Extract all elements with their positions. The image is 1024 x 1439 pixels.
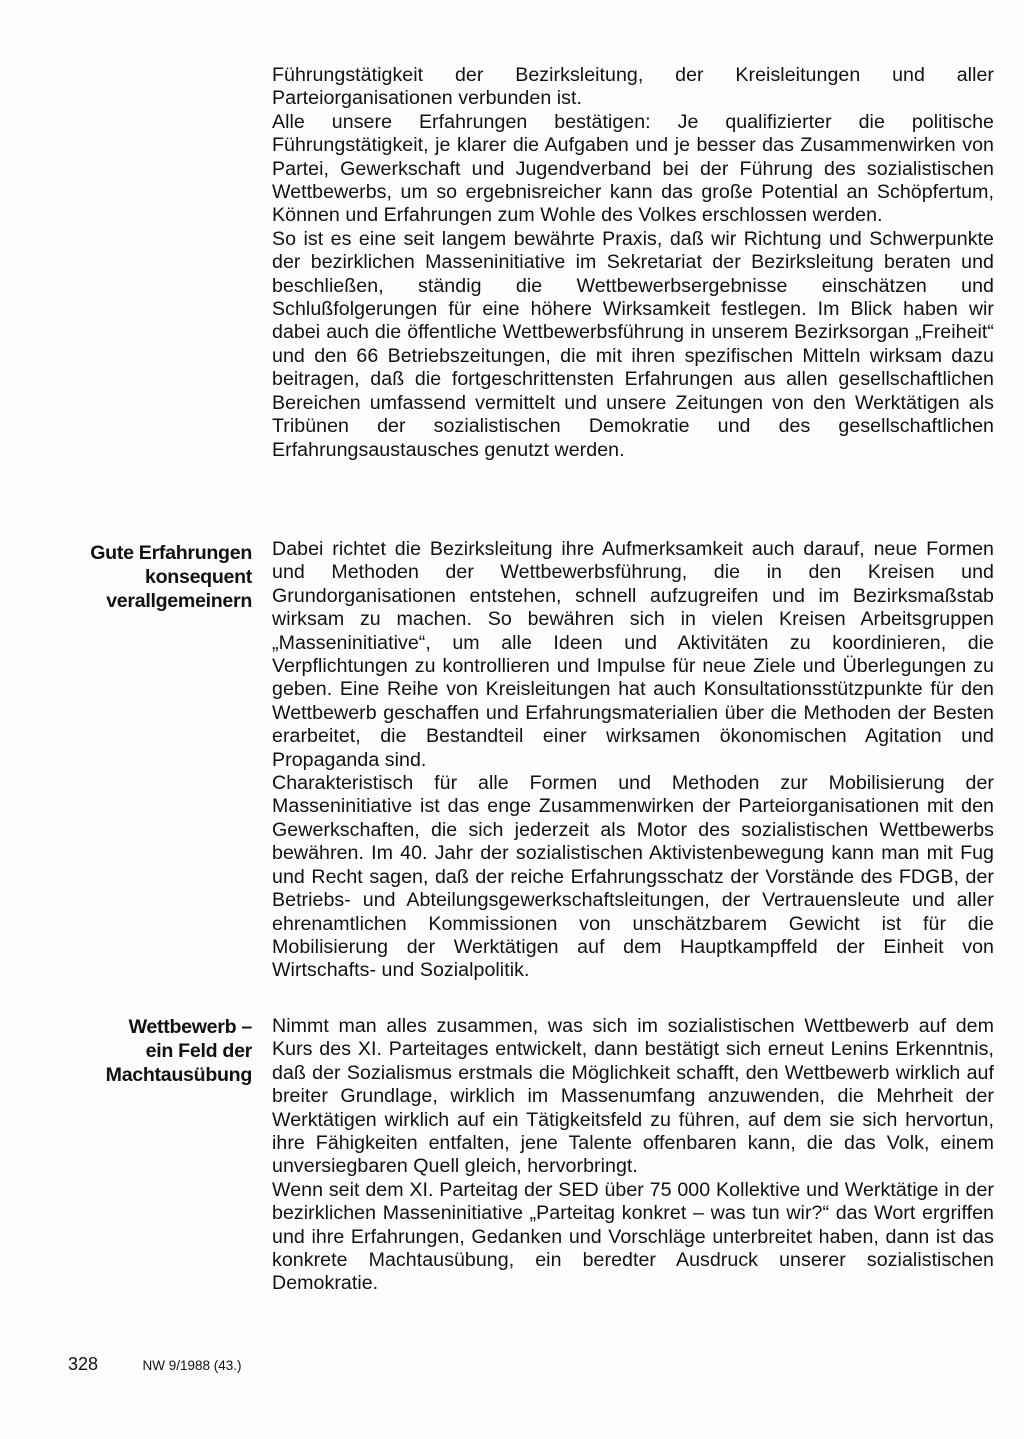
marginal-heading-line: konsequent bbox=[145, 566, 252, 588]
text-block-3 bbox=[272, 1015, 994, 1296]
paragraph: Alle unsere Erfahrungen bestätigen: Je qualifizierter die politische Führungstätigkeit, je klarer die Aufgaben und je besser das Zusammenwirken von Partei, Gewerkschaft und Jugendverband bei der Führung des sozialistischen Wettbewerbs, um so ergebnisreicher kann das große Potential an Schöpfertum, Können und Erfahrungen zum Wohle des Volkes erschlossen werden. bbox=[272, 110, 994, 227]
page-footer bbox=[68, 1354, 242, 1376]
marginal-heading-2 bbox=[42, 1015, 252, 1087]
marginal-heading-line: Machtausübung bbox=[105, 1064, 252, 1086]
marginal-heading-line: Gute Erfahrungen bbox=[90, 542, 252, 564]
paragraph: Nimmt man alles zusammen, was sich im sozialistischen Wettbewerb auf dem Kurs des XI. Parteitages entwickelt, dann bestätigt sich erneut Lenins Erkenntnis, daß der Sozialismus erstmals die Möglichkeit schafft, den Wettbewerb wirklich auf breiter Grundlage, wirklich im Massenumfang anzuwenden, die Mehrheit der Werktätigen wirklich auf ein Tätigkeitsfeld zu führen, auf dem sie sich hervortun, ihre Fähigkeiten entfalten, jene Talente offenbaren kann, die das Volk, einem unversiegbaren Quell gleich, hervorbringt. bbox=[272, 1015, 994, 1178]
marginal-heading-line: ein Feld der bbox=[145, 1040, 252, 1062]
text-block-2 bbox=[272, 538, 994, 983]
text-block-1 bbox=[272, 64, 994, 462]
paragraph: Führungstätigkeit der Bezirksleitung, der Kreisleitungen und aller Parteiorganisationen verbunden ist. bbox=[272, 64, 994, 110]
paragraph: Charakteristisch für alle Formen und Methoden zur Mobilisierung der Masseninitiative ist das enge Zusammenwirken der Parteiorganisationen mit den Gewerkschaften, die sich jederzeit als Motor des sozialistischen Wettbewerbs bewähren. Im 40. Jahr der sozialistischen Aktivistenbewegung kann man mit Fug und Recht sagen, daß der reiche Erfahrungsschatz der Vorstände des FDGB, der Betriebs- und Abteilungsgewerkschaftsleitungen, der Vertrauensleute und aller ehrenamtlichen Kommissionen von unschätzbarem Gewicht ist für die Mobilisierung der Werktätigen auf dem Hauptkampffeld der Einheit von Wirtschafts- und Sozialpolitik. bbox=[272, 772, 994, 982]
marginal-heading-line: verallgemeinern bbox=[106, 590, 252, 612]
marginal-heading-line: Wettbewerb – bbox=[128, 1016, 252, 1038]
page-number: 328 bbox=[68, 1354, 99, 1374]
marginal-heading-1 bbox=[42, 541, 252, 613]
journal-reference: NW 9/1988 (43.) bbox=[142, 1358, 242, 1373]
paragraph: Wenn seit dem XI. Parteitag der SED über 75 000 Kollektive und Werktätige in der bezirklichen Masseninitiative „Parteitag konkret – was tun wir?“ das Wort ergriffen und ihre Erfahrungen, Gedanken und Vorschläge unterbreitet haben, dann ist das konkrete Machtausübung, ein beredter Ausdruck unserer sozialistischen Demokratie. bbox=[272, 1178, 994, 1295]
paragraph: So ist es eine seit langem bewährte Praxis, daß wir Richtung und Schwerpunkte der bezirklichen Masseninitiative im Sekretariat der Bezirksleitung beraten und beschließen, ständig die Wettbewerbsergebnisse einschätzen und Schlußfolgerungen für eine höhere Wirksamkeit festlegen. Im Blick haben wir dabei auch die öffentliche Wettbewerbsführung in unserem Bezirksorgan „Freiheit“ und den 66 Betriebszeitungen, die mit ihren spezifischen Mitteln wirksam dazu beitragen, daß die fortgeschrittensten Erfahrungen aus allen gesellschaftlichen Bereichen umfassend vermittelt und unsere Zeitungen von den Werktätigen als Tribünen der sozialistischen Demokratie und des gesellschaftlichen Erfahrungsaustausches genutzt werden. bbox=[272, 227, 994, 461]
paragraph: Dabei richtet die Bezirksleitung ihre Aufmerksamkeit auch darauf, neue Formen und Methoden der Wettbewerbsführung, die in den Kreisen und Grundorganisationen entstehen, schnell aufzugreifen und im Bezirksmaßstab wirksam zu machen. So bewähren sich in vielen Kreisen Arbeitsgruppen „Masseninitiative“, um alle Ideen und Aktivitäten zu koordinieren, die Verpflichtungen zu kontrollieren und Impulse für neue Ziele und Überlegungen zu geben. Eine Reihe von Kreisleitungen hat auch Konsultationsstützpunkte für den Wettbewerb geschaffen und Erfahrungsmaterialien über die Methoden der Besten erarbeitet, die Bestandteil einer wirksamen ökonomischen Agitation und Propaganda sind. bbox=[272, 538, 994, 771]
